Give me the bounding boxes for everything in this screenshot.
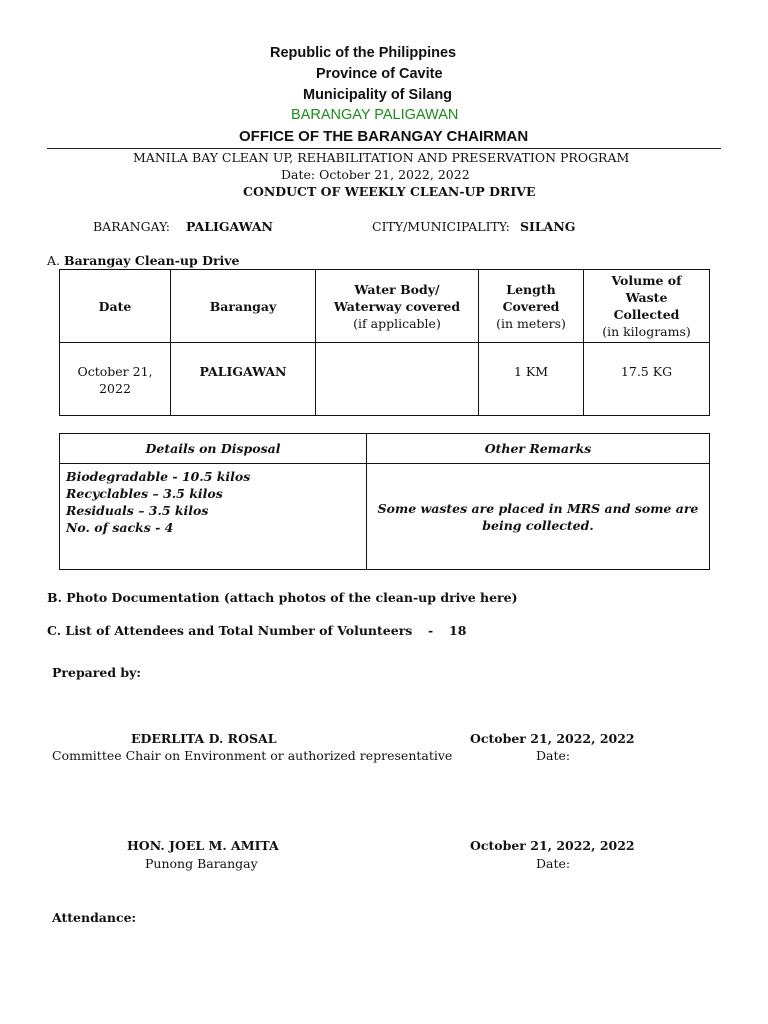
col-header-water-line3: (if applicable) <box>353 315 441 331</box>
header-province: Province of Cavite <box>316 66 443 82</box>
signatory1-name: EDERLITA D. ROSAL <box>131 731 277 746</box>
col-header-length-line3: (in meters) <box>496 315 566 331</box>
signatory2-title: Punong Barangay <box>145 856 258 871</box>
header-republic: Republic of the Philippines <box>270 45 457 61</box>
col-header-volume-line2: Waste <box>625 290 668 305</box>
cell-volume: 17.5 KG <box>584 343 710 416</box>
cleanup-table <box>59 269 710 416</box>
cell-water <box>316 343 479 416</box>
disposal-detail-item: Residuals – 3.5 kilos <box>66 503 209 518</box>
section-b: B. Photo Documentation (attach photos of the clean-up drive here) <box>47 590 518 605</box>
header-divider <box>47 148 721 149</box>
col-header-volume-line4: (in kilograms) <box>602 324 691 339</box>
disposal-details-cell <box>60 464 367 570</box>
disposal-detail-item: Recyclables – 3.5 kilos <box>66 486 223 501</box>
city-label: CITY/MUNICIPALITY: <box>372 219 510 234</box>
col-header-water-line2: Waterway covered <box>333 298 461 314</box>
col-header-volume <box>584 270 710 343</box>
disposal-row <box>60 464 710 570</box>
col-header-volume-line3: Collected <box>613 307 680 322</box>
disposal-remarks-line2: being collected. <box>482 517 594 533</box>
section-c-label: C. List of Attendees and Total Number of Volunteers <box>47 623 413 638</box>
col-header-length <box>479 270 584 343</box>
section-a-prefix: A. <box>47 253 61 268</box>
cleanup-table-row <box>60 343 710 416</box>
program-title: MANILA BAY CLEAN UP, REHABILITATION AND PRESERVATION PROGRAM <box>133 150 630 165</box>
signatory2-date-label: Date: <box>536 856 571 871</box>
section-c-dash: - <box>428 623 434 638</box>
disposal-remarks-line1: Some wastes are placed in MRS and some are <box>377 500 699 516</box>
disposal-header-row <box>60 434 710 464</box>
col-header-volume-line1: Volume of <box>611 273 682 288</box>
cell-barangay: PALIGAWAN <box>171 343 316 416</box>
cell-date-line2: 2022 <box>99 381 131 396</box>
col-header-length-line2: Covered <box>502 298 560 314</box>
signatory2-name: HON. JOEL M. AMITA <box>127 838 279 853</box>
cell-date <box>60 343 171 416</box>
signatory1-title: Committee Chair on Environment or authorized representative <box>52 748 453 763</box>
cell-length: 1 KM <box>479 343 584 416</box>
col-header-barangay: Barangay <box>171 270 316 343</box>
barangay-value: PALIGAWAN <box>186 219 273 234</box>
signatory1-date-label: Date: <box>536 748 571 763</box>
col-header-water <box>316 270 479 343</box>
cell-date-line1: October 21, <box>77 364 153 379</box>
prepared-by-label: Prepared by: <box>52 665 142 680</box>
program-date: Date: October 21, 2022, 2022 <box>281 167 470 182</box>
city-value: SILANG <box>520 219 576 234</box>
attendance-label: Attendance: <box>52 910 137 925</box>
signatory1-date: October 21, 2022, 2022 <box>470 731 635 746</box>
section-c-count: 18 <box>449 623 467 638</box>
header-municipality: Municipality of Silang <box>303 87 453 103</box>
col-header-length-line1: Length <box>506 281 556 297</box>
cleanup-table-header-row <box>60 270 710 343</box>
barangay-label: BARANGAY: <box>93 219 171 234</box>
disposal-table <box>59 433 710 570</box>
disposal-detail-item: Biodegradable - 10.5 kilos <box>66 469 251 484</box>
disposal-remarks-cell <box>367 464 710 570</box>
header-office: OFFICE OF THE BARANGAY CHAIRMAN <box>239 128 529 145</box>
disposal-header-details: Details on Disposal <box>60 434 367 464</box>
program-subtitle: CONDUCT OF WEEKLY CLEAN-UP DRIVE <box>243 184 536 199</box>
col-header-water-line1: Water Body/ <box>354 281 440 297</box>
section-a-heading <box>47 253 240 268</box>
disposal-header-remarks: Other Remarks <box>367 434 710 464</box>
header-barangay: BARANGAY PALIGAWAN <box>291 107 459 123</box>
section-a-title: Barangay Clean-up Drive <box>64 253 240 268</box>
col-header-date: Date <box>60 270 171 343</box>
signatory2-date: October 21, 2022, 2022 <box>470 838 635 853</box>
disposal-detail-item: No. of sacks - 4 <box>66 520 174 535</box>
